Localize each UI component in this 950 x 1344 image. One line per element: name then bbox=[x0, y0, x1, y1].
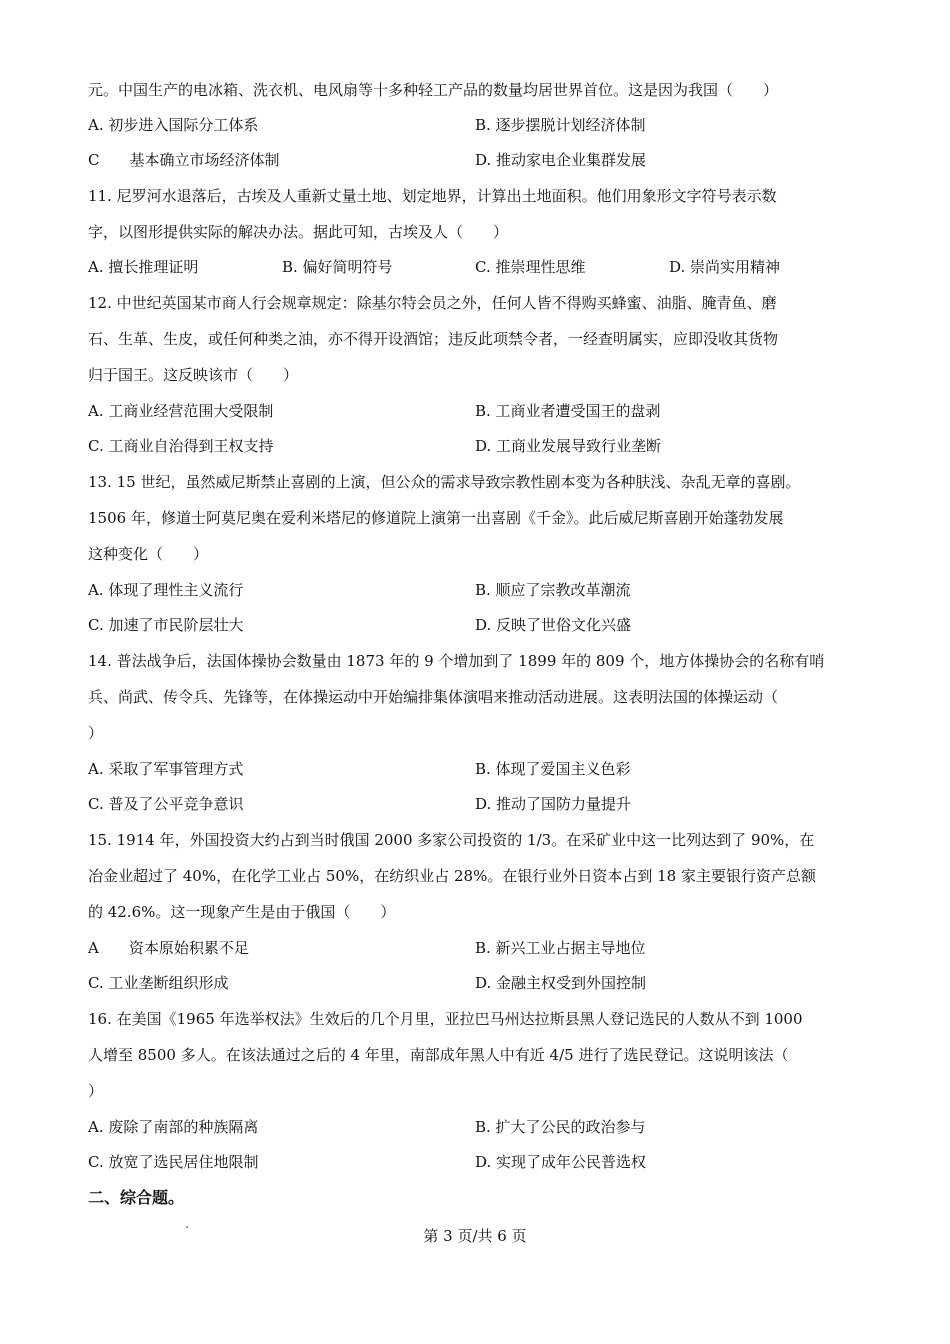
q16-stem-line2: 人增至 8500 多人。在该法通过之后的 4 年里，南部成年黑人中有近 4/5 进行了选民登记。这说明该法（ bbox=[88, 1046, 789, 1064]
q14-option-d: D. 推动了国防力量提升 bbox=[475, 795, 632, 813]
q13-stem-line1: 13. 15 世纪，虽然威尼斯禁止喜剧的上演，但公众的需求导致宗教性剧本变为各种肤浅、杂乱无章的喜剧。 bbox=[88, 473, 801, 491]
q14-stem-line2: 兵、尚武、传令兵、先锋等，在体操运动中开始编排集体演唱来推动活动进展。这表明法国的体操运动（ bbox=[88, 688, 779, 706]
q12-option-b: B. 工商业者遭受国王的盘剥 bbox=[475, 402, 661, 420]
q14-stem-line3: ） bbox=[88, 724, 104, 742]
q13-option-d: D. 反映了世俗文化兴盛 bbox=[475, 616, 632, 634]
q16-option-c: C. 放宽了选民居住地限制 bbox=[88, 1153, 259, 1171]
q11-stem-line1: 11. 尼罗河水退落后，古埃及人重新丈量土地、划定地界，计算出土地面积。他们用象形文字符号表示数 bbox=[88, 187, 777, 205]
q15-option-c: C. 工业垄断组织形成 bbox=[88, 974, 229, 992]
q10-option-d: D. 推动家电企业集群发展 bbox=[475, 151, 647, 169]
q12-option-d: D. 工商业发展导致行业垄断 bbox=[475, 437, 662, 455]
q12-option-a: A. 工商业经营范围大受限制 bbox=[88, 402, 274, 420]
q12-option-c: C. 工商业自治得到王权支持 bbox=[88, 437, 274, 455]
q10-option-b: B. 逐步摆脱计划经济体制 bbox=[475, 116, 646, 134]
section-heading: 二、综合题。 bbox=[88, 1188, 185, 1207]
q13-option-c: C. 加速了市民阶层壮大 bbox=[88, 616, 244, 634]
q11-stem-line2: 字，以图形提供实际的解决办法。据此可知，古埃及人（ ） bbox=[88, 223, 509, 241]
q14-option-c: C. 普及了公平竞争意识 bbox=[88, 795, 244, 813]
q16-stem-line1: 16. 在美国《1965 年选举权法》生效后的几个月里，亚拉巴马州达拉斯县黑人登记选民的人数从不到 1000 bbox=[88, 1010, 803, 1028]
q11-option-a: A. 擅长推理证明 bbox=[88, 258, 199, 276]
q11-option-b: B. 偏好简明符号 bbox=[282, 258, 393, 276]
q14-option-b: B. 体现了爱国主义色彩 bbox=[475, 760, 631, 778]
q16-option-b: B. 扩大了公民的政治参与 bbox=[475, 1118, 646, 1136]
q10-option-a: A. 初步进入国际分工体系 bbox=[88, 116, 259, 134]
page-number-footer: 第 3 页/共 6 页 bbox=[423, 1227, 527, 1245]
q14-stem-line1: 14. 普法战争后，法国体操协会数量由 1873 年的 9 个增加到了 1899 年的 809 个，地方体操协会的名称有哨 bbox=[88, 652, 825, 670]
q12-stem-line1: 12. 中世纪英国某市商人行会规章规定：除基尔特会员之外，任何人皆不得购买蜂蜜、油脂、腌青鱼、磨 bbox=[88, 294, 777, 312]
q15-stem-line1: 15. 1914 年，外国投资大约占到当时俄国 2000 多家公司投资的 1/3。在采矿业中这一比列达到了 90%，在 bbox=[88, 831, 815, 849]
q11-option-c: C. 推崇理性思维 bbox=[475, 258, 586, 276]
q10-option-c: C 基本确立市场经济体制 bbox=[88, 151, 280, 169]
q12-stem-line2: 石、生革、生皮，或任何种类之油，亦不得开设酒馆；违反此项禁令者，一经查明属实，应即没收其货物 bbox=[88, 330, 779, 348]
q11-option-d: D. 崇尚实用精神 bbox=[669, 258, 781, 276]
q13-stem-line3: 这种变化（ ） bbox=[88, 545, 209, 563]
q10-stem-line1: 元。中国生产的电冰箱、洗衣机、电风扇等十多种轻工产品的数量均居世界首位。这是因为我国（ ） bbox=[88, 81, 779, 99]
q15-option-a: A 资本原始积累不足 bbox=[88, 939, 249, 957]
q15-option-b: B. 新兴工业占据主导地位 bbox=[475, 939, 646, 957]
q16-stem-line3: ） bbox=[88, 1082, 104, 1100]
q16-option-d: D. 实现了成年公民普选权 bbox=[475, 1153, 647, 1171]
q13-option-a: A. 体现了理性主义流行 bbox=[88, 581, 244, 599]
q15-stem-line3: 的 42.6%。这一现象产生是由于俄国（ ） bbox=[88, 903, 396, 921]
q15-stem-line2: 冶金业超过了 40%，在化学工业占 50%，在纺织业占 28%。在银行业外日资本占到 18 家主要银行资产总额 bbox=[88, 867, 816, 885]
q14-option-a: A. 采取了军事管理方式 bbox=[88, 760, 244, 778]
q16-option-a: A. 废除了南部的种族隔离 bbox=[88, 1118, 259, 1136]
q13-option-b: B. 顺应了宗教改革潮流 bbox=[475, 581, 631, 599]
q12-stem-line3: 归于国王。这反映该市（ ） bbox=[88, 366, 299, 384]
q13-stem-line2: 1506 年，修道士阿莫尼奥在爱利米塔尼的修道院上演第一出喜剧《千金》。此后威尼斯喜剧开始蓬勃发展 bbox=[88, 509, 784, 527]
q15-option-d: D. 金融主权受到外国控制 bbox=[475, 974, 647, 992]
